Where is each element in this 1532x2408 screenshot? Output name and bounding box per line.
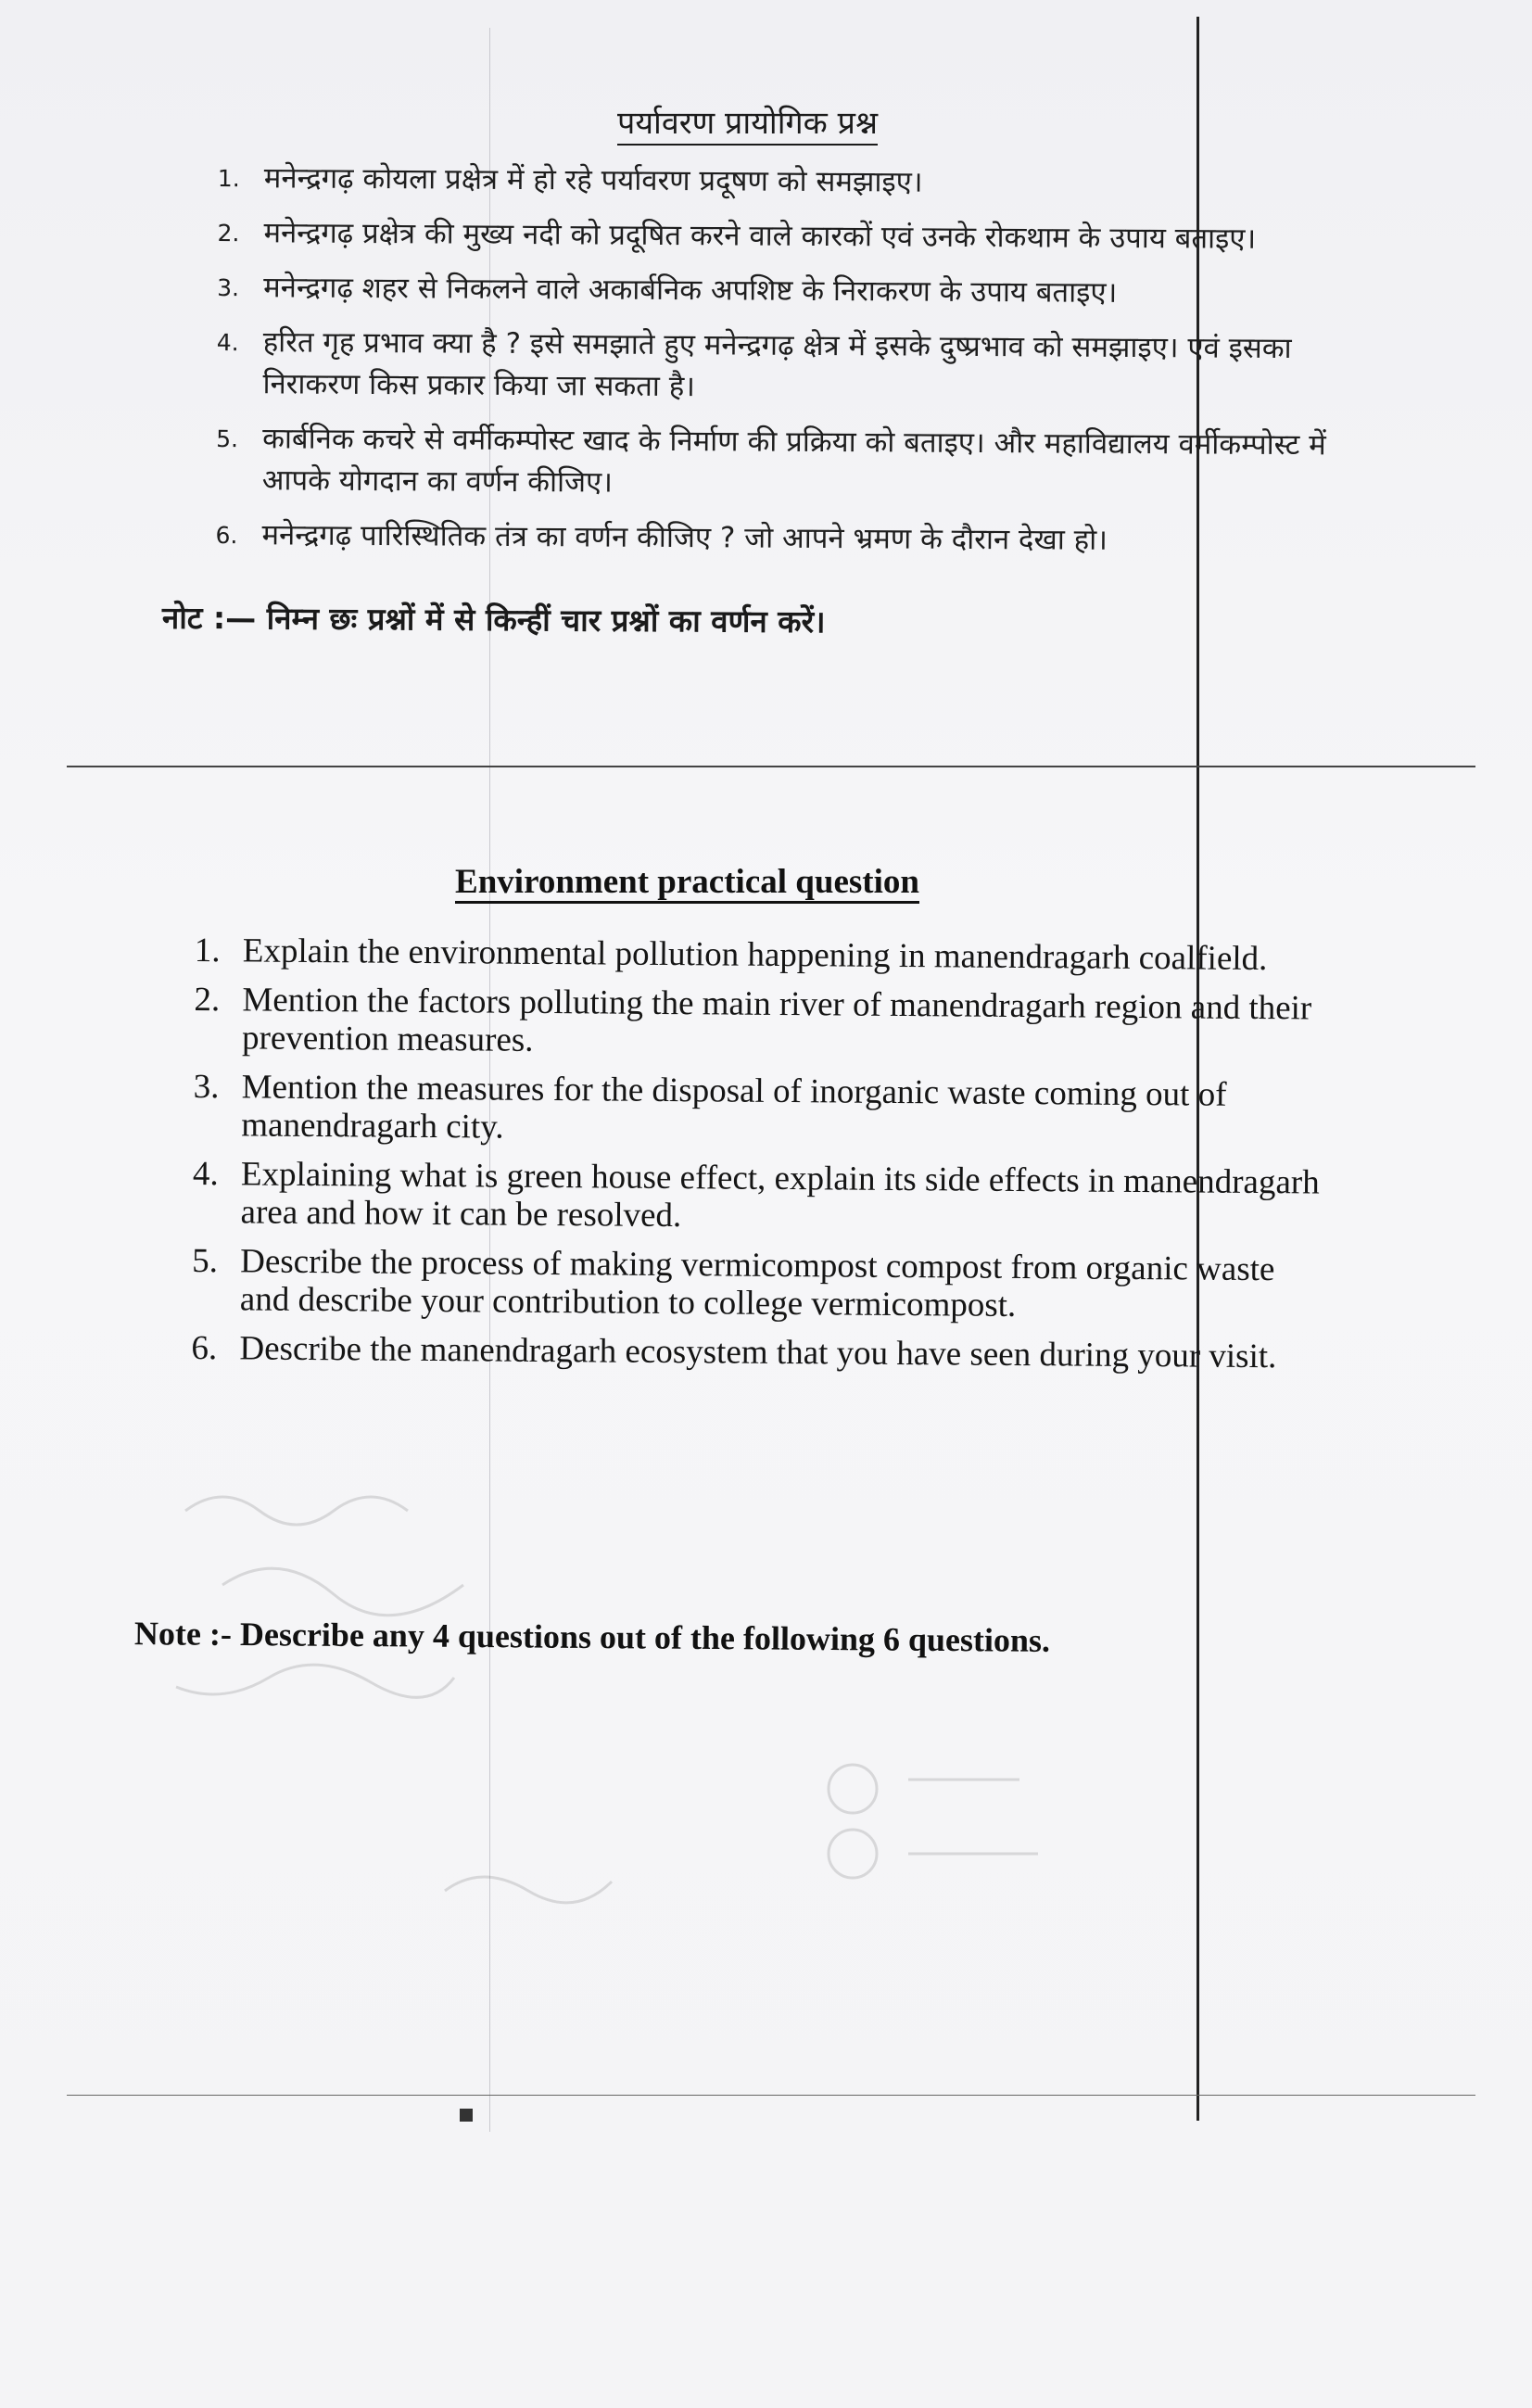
english-question: 2. Mention the factors polluting the main river of manendragarh region and their prevention measures. (194, 980, 1312, 1059)
english-question: 5. Describe the process of making vermicompost compost from organic waste and describe your contribution to college vermicompost. (192, 1241, 1275, 1324)
scan-edge-mark (460, 2109, 473, 2122)
hindi-question-list (215, 158, 1358, 577)
english-question: 3. Mention the measures for the disposal of inorganic waste coming out of manendragarh city. (193, 1067, 1227, 1147)
bottom-border (67, 2095, 1475, 2096)
bleed-through-marks (167, 1446, 1279, 1965)
english-question: 1. Explain the environmental pollution happening in manendragarh coalfield. (194, 932, 1268, 979)
hindi-note: नोट :— निम्न छः प्रश्नों में से किन्हीं चार प्रश्नों का वर्णन करें। (161, 599, 826, 640)
section-divider (67, 766, 1475, 767)
hindi-question: 1. मनेन्द्रगढ़ कोयला प्रक्षेत्र में हो रहे पर्यावरण प्रदूषण को समझाइए। (217, 161, 923, 199)
english-question-list (191, 932, 1325, 1388)
hindi-question: 6. मनेन्द्रगढ़ पारिस्थितिक तंत्र का वर्णन कीजिए ? जो आपने भ्रमण के दौरान देखा हो। (215, 518, 1108, 557)
english-question: 6. Describe the manendragarh ecosystem that you have seen during your visit. (191, 1328, 1277, 1376)
english-note: Note :- Describe any 4 questions out of the following 6 questions. (133, 1615, 1051, 1659)
hindi-question: 5. कार्बनिक कचरे से वर्मीकम्पोस्ट खाद के निर्माण की प्रक्रिया को बताइए। और महाविद्यालय वर्मीकम्पोस्ट में आपके योगदान का वर्णन कीजिए। (216, 422, 1326, 500)
hindi-question: 3. मनेन्द्रगढ़ शहर से निकलने वाले अकार्बनिक अपशिष्ट के निराकरण के उपाय बताइए। (217, 271, 1118, 310)
english-question: 4. Explaining what is green house effect, explain its side effects in manendragarh area and how it can be resolved. (192, 1154, 1320, 1236)
hindi-question: 2. मनेन्द्रगढ़ प्रक्षेत्र की मुख्य नदी को प्रदूषित करने वाले कारकों एवं उनके रोकथाम के उपाय बताइए। (217, 216, 1257, 256)
hindi-title: पर्यावरण प्रायोगिक प्रश्न (0, 100, 1532, 143)
hindi-question: 4. हरित गृह प्रभाव क्या है ? इसे समझाते हुए मनेन्द्रगढ़ क्षेत्र में इसके दुष्प्रभाव को समझाइए। एवं इसका निराकरण किस प्रकार किया जा सकता है। (216, 325, 1292, 404)
english-title: Environment practical question (0, 862, 1532, 902)
